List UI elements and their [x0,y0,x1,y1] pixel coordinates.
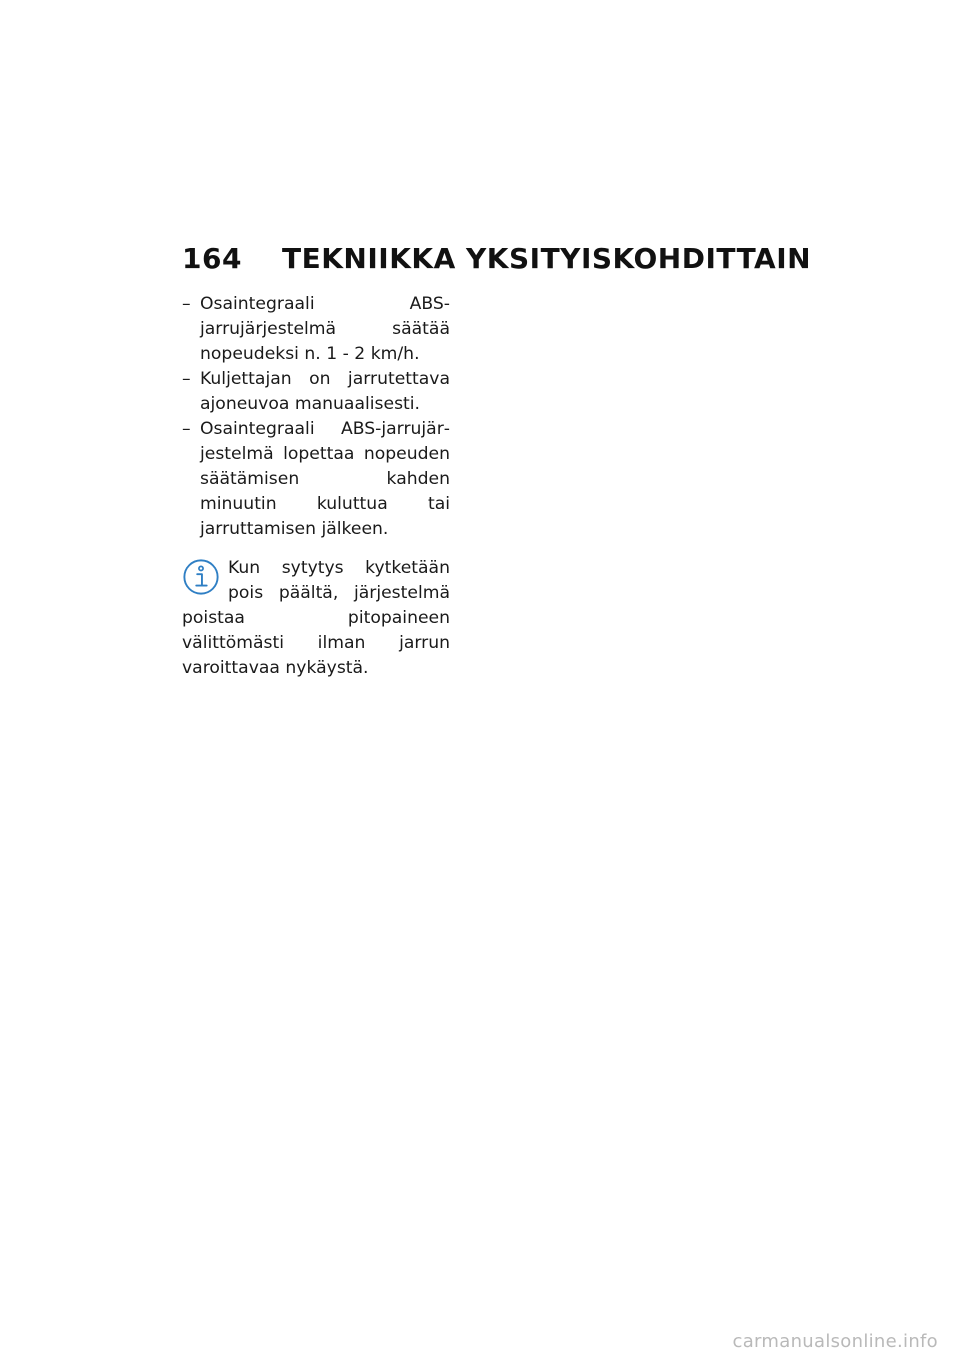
page-header [182,238,811,278]
bullet-text: Osaintegraali ABS-jarrujärjestelmä säätää nopeudeksi n. 1 - 2 km/h. [200,294,450,364]
bullet-dash: – [182,294,191,314]
chapter-title: TEKNIIKKA YKSITYISKOHDITTAIN [282,241,812,275]
info-note [182,556,450,681]
bullet-text: Osaintegraali ABS-jarrujärjestelmä lopettaa nopeuden säätämisen kahden minuutin kuluttua tai jarruttamisen jälkeen. [200,419,450,539]
info-icon [182,558,220,596]
list-item [182,417,450,542]
page-number: 164 [182,241,242,275]
bullet-dash: – [182,369,191,389]
bullet-list [182,292,450,542]
bullet-dash: – [182,419,191,439]
list-item [182,292,450,367]
content-column [182,292,450,681]
note-text: Kun sytytys kytketään pois päältä, järjestelmä poistaa pitopaineen välittömästi ilman jarrun varoittavaa nykäystä. [182,558,450,678]
list-item [182,367,450,417]
watermark: carmanualsonline.info [732,1331,938,1352]
bullet-text: Kuljettajan on jarrutettava ajoneuvoa manuaalisesti. [200,369,450,414]
